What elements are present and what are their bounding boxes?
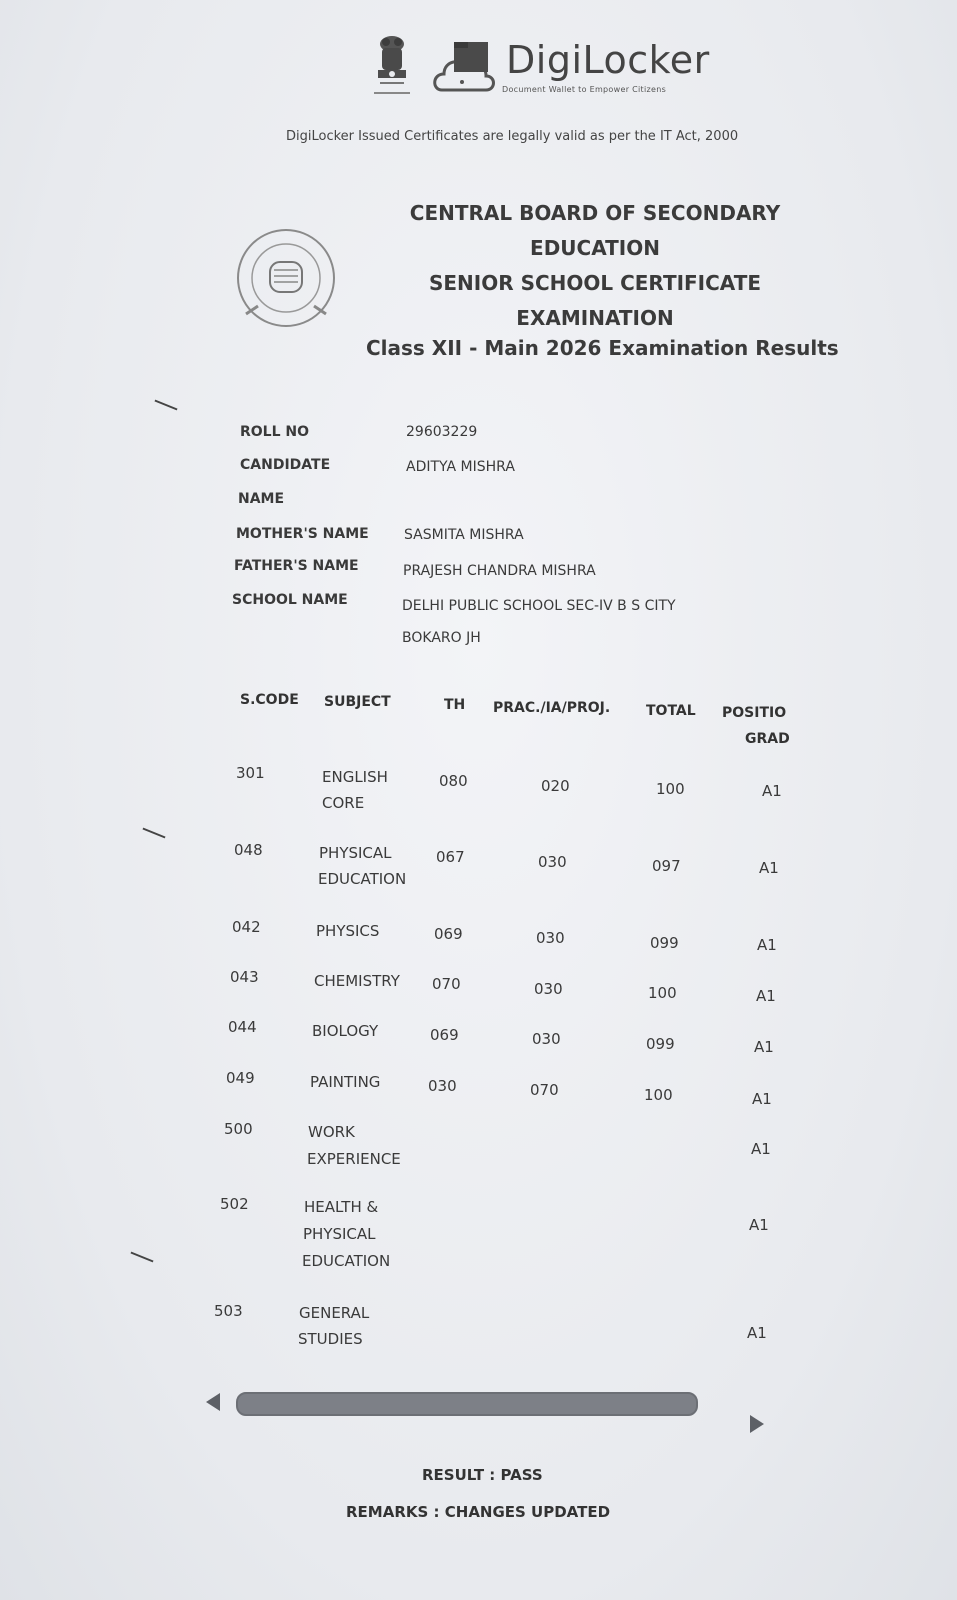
row-subject: ENGLISH	[322, 768, 388, 786]
row-code: 503	[214, 1302, 243, 1320]
row-subject: CHEMISTRY	[314, 972, 400, 990]
row-subject-2: STUDIES	[298, 1330, 363, 1348]
col-header-scode: S.CODE	[240, 692, 299, 708]
certificate-heading	[360, 196, 830, 336]
row-subject-3: EDUCATION	[302, 1252, 391, 1270]
row-grade: A1	[757, 936, 777, 954]
row-subject: PAINTING	[310, 1073, 381, 1091]
row-grade: A1	[759, 859, 779, 877]
row-code: 048	[234, 841, 263, 859]
col-header-subject: SUBJECT	[324, 694, 391, 710]
row-th: 030	[428, 1077, 457, 1095]
row-subject: BIOLOGY	[312, 1022, 379, 1040]
row-prac: 030	[538, 853, 567, 871]
father-name-label: FATHER'S NAME	[234, 558, 359, 574]
row-grade: A1	[751, 1140, 771, 1158]
legal-note: DigiLocker Issued Certificates are legally valid as per the IT Act, 2000	[286, 129, 739, 144]
row-subject: PHYSICS	[316, 922, 380, 940]
app-tagline: Document Wallet to Empower Citizens	[502, 85, 667, 94]
candidate-name-label-2: NAME	[238, 491, 285, 507]
row-subject-2: PHYSICAL	[303, 1225, 376, 1243]
row-th: 067	[436, 848, 465, 866]
row-subject: GENERAL	[299, 1304, 370, 1322]
roll-no-label: ROLL NO	[240, 424, 310, 440]
row-th: 069	[430, 1026, 459, 1044]
roll-no-value: 29603229	[406, 424, 478, 440]
col-header-position: POSITIO	[722, 705, 787, 721]
remarks: REMARKS : CHANGES UPDATED	[346, 1503, 611, 1521]
row-grade: A1	[747, 1324, 767, 1342]
exam-line-2: EXAMINATION	[516, 306, 674, 330]
row-subject: HEALTH &	[304, 1198, 379, 1216]
school-name-value-2: BOKARO JH	[402, 630, 481, 646]
row-subject-2: EDUCATION	[318, 870, 407, 888]
results-title: Class XII - Main 2026 Examination Results	[366, 336, 839, 360]
col-header-prac: PRAC./IA/PROJ.	[493, 700, 611, 716]
row-code: 301	[236, 764, 265, 782]
app-title: DigiLocker	[506, 38, 710, 82]
row-code: 044	[228, 1018, 257, 1036]
horizontal-scrollbar[interactable]	[236, 1392, 698, 1416]
board-line-1: CENTRAL BOARD OF SECONDARY	[409, 201, 781, 225]
row-code: 502	[220, 1195, 249, 1213]
row-grade: A1	[756, 987, 776, 1005]
pen-mark	[142, 828, 165, 839]
row-prac: 020	[541, 777, 570, 795]
father-name-value: PRAJESH CHANDRA MISHRA	[403, 563, 596, 579]
col-header-th: TH	[444, 697, 466, 713]
pen-mark	[154, 400, 177, 411]
row-total: 100	[648, 984, 677, 1002]
school-name-value: DELHI PUBLIC SCHOOL SEC-IV B S CITY	[402, 598, 676, 614]
scroll-left-icon[interactable]	[206, 1393, 220, 1411]
row-code: 500	[224, 1120, 253, 1138]
row-subject: WORK	[308, 1123, 355, 1141]
result-status: RESULT : PASS	[422, 1466, 543, 1484]
candidate-name-value: ADITYA MISHRA	[406, 459, 515, 475]
row-subject-2: EXPERIENCE	[307, 1150, 401, 1168]
row-subject: PHYSICAL	[319, 844, 392, 862]
col-header-total: TOTAL	[646, 703, 696, 719]
row-total: 099	[650, 934, 679, 952]
row-code: 049	[226, 1069, 255, 1087]
digilocker-logo-icon	[432, 38, 502, 100]
row-code: 042	[232, 918, 261, 936]
row-th: 069	[434, 925, 463, 943]
row-total: 097	[652, 857, 681, 875]
exam-line-1: SENIOR SCHOOL CERTIFICATE	[428, 271, 762, 295]
row-grade: A1	[762, 782, 782, 800]
mother-name-label: MOTHER'S NAME	[236, 526, 369, 542]
row-grade: A1	[754, 1038, 774, 1056]
row-total: 099	[646, 1035, 675, 1053]
row-subject-2: CORE	[322, 794, 365, 812]
pen-mark	[130, 1252, 153, 1263]
row-prac: 070	[530, 1081, 559, 1099]
board-line-2: EDUCATION	[530, 236, 660, 260]
row-total: 100	[656, 780, 685, 798]
row-code: 043	[230, 968, 259, 986]
row-grade: A1	[752, 1090, 772, 1108]
school-name-label: SCHOOL NAME	[232, 592, 348, 608]
row-prac: 030	[532, 1030, 561, 1048]
row-prac: 030	[534, 980, 563, 998]
row-total: 100	[644, 1086, 673, 1104]
national-emblem-icon	[368, 32, 416, 100]
row-prac: 030	[536, 929, 565, 947]
col-header-grade: GRAD	[745, 731, 790, 747]
scroll-right-icon[interactable]	[750, 1415, 764, 1433]
cbse-seal-icon	[230, 222, 342, 334]
mother-name-value: SASMITA MISHRA	[404, 527, 524, 543]
row-th: 080	[439, 772, 468, 790]
row-grade: A1	[749, 1216, 769, 1234]
candidate-name-label: CANDIDATE	[240, 457, 331, 473]
row-th: 070	[432, 975, 461, 993]
